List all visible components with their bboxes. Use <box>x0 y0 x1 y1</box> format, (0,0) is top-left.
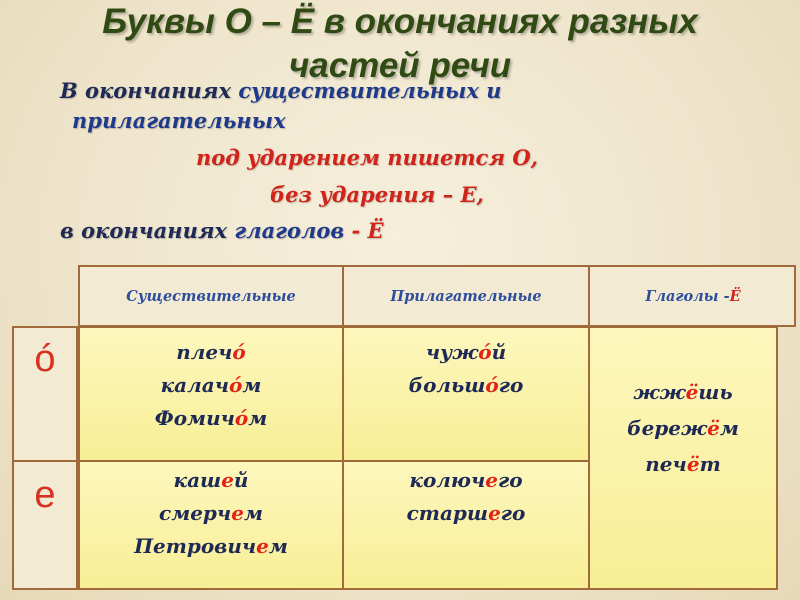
list-item: чужóй <box>425 340 507 364</box>
list-item: Петровичем <box>134 534 288 558</box>
list-item: бережём <box>627 416 739 440</box>
list-item: печёт <box>645 452 721 476</box>
list-item: колючего <box>409 468 523 492</box>
header-verbs-letter: Ё <box>729 287 741 305</box>
list-item: смерчем <box>159 501 263 525</box>
verbs-list <box>590 374 776 482</box>
rule-line-1-prefix: В окончаниях <box>60 78 239 103</box>
rule-line-1 <box>60 78 502 103</box>
rule-line-1-nouns: существительных и <box>238 78 502 103</box>
list-item: кашей <box>173 468 249 492</box>
rule-line-5-verbs: глаголов <box>234 218 345 243</box>
header-verbs <box>590 265 796 327</box>
rule-line-5-prefix: в окончаниях <box>60 218 235 243</box>
stressed-adjectives-list <box>344 336 588 402</box>
rule-line-4: без ударения – Е, <box>270 182 484 207</box>
rule-line-2: прилагательных <box>72 108 286 133</box>
page-title-line-1: Буквы О – Ё в окончаниях разных <box>102 2 698 41</box>
row-label-divider <box>12 460 78 462</box>
rule-line-5 <box>60 218 384 243</box>
stressed-nouns-list <box>80 336 342 435</box>
list-item: Фомичóм <box>154 406 268 430</box>
header-verbs-label: Глаголы - <box>645 287 730 305</box>
row-label-unstressed-e: е <box>34 474 56 516</box>
list-item: калачóм <box>160 373 262 397</box>
unstressed-adjectives-list <box>344 464 588 530</box>
rule-line-3: под ударением пишется О, <box>196 145 538 170</box>
list-item: старшего <box>406 501 526 525</box>
list-item: жжёшь <box>633 380 733 404</box>
header-nouns: Существительные <box>126 287 296 305</box>
list-item: большóго <box>408 373 524 397</box>
page-title-line-2: частей речи <box>288 46 512 85</box>
unstressed-nouns-list <box>80 464 342 563</box>
list-item: плечó <box>176 340 246 364</box>
row-label-stressed-o: ó <box>34 338 56 380</box>
header-adjectives: Прилагательные <box>390 287 542 305</box>
rule-line-5-letter: - Ё <box>344 218 384 243</box>
